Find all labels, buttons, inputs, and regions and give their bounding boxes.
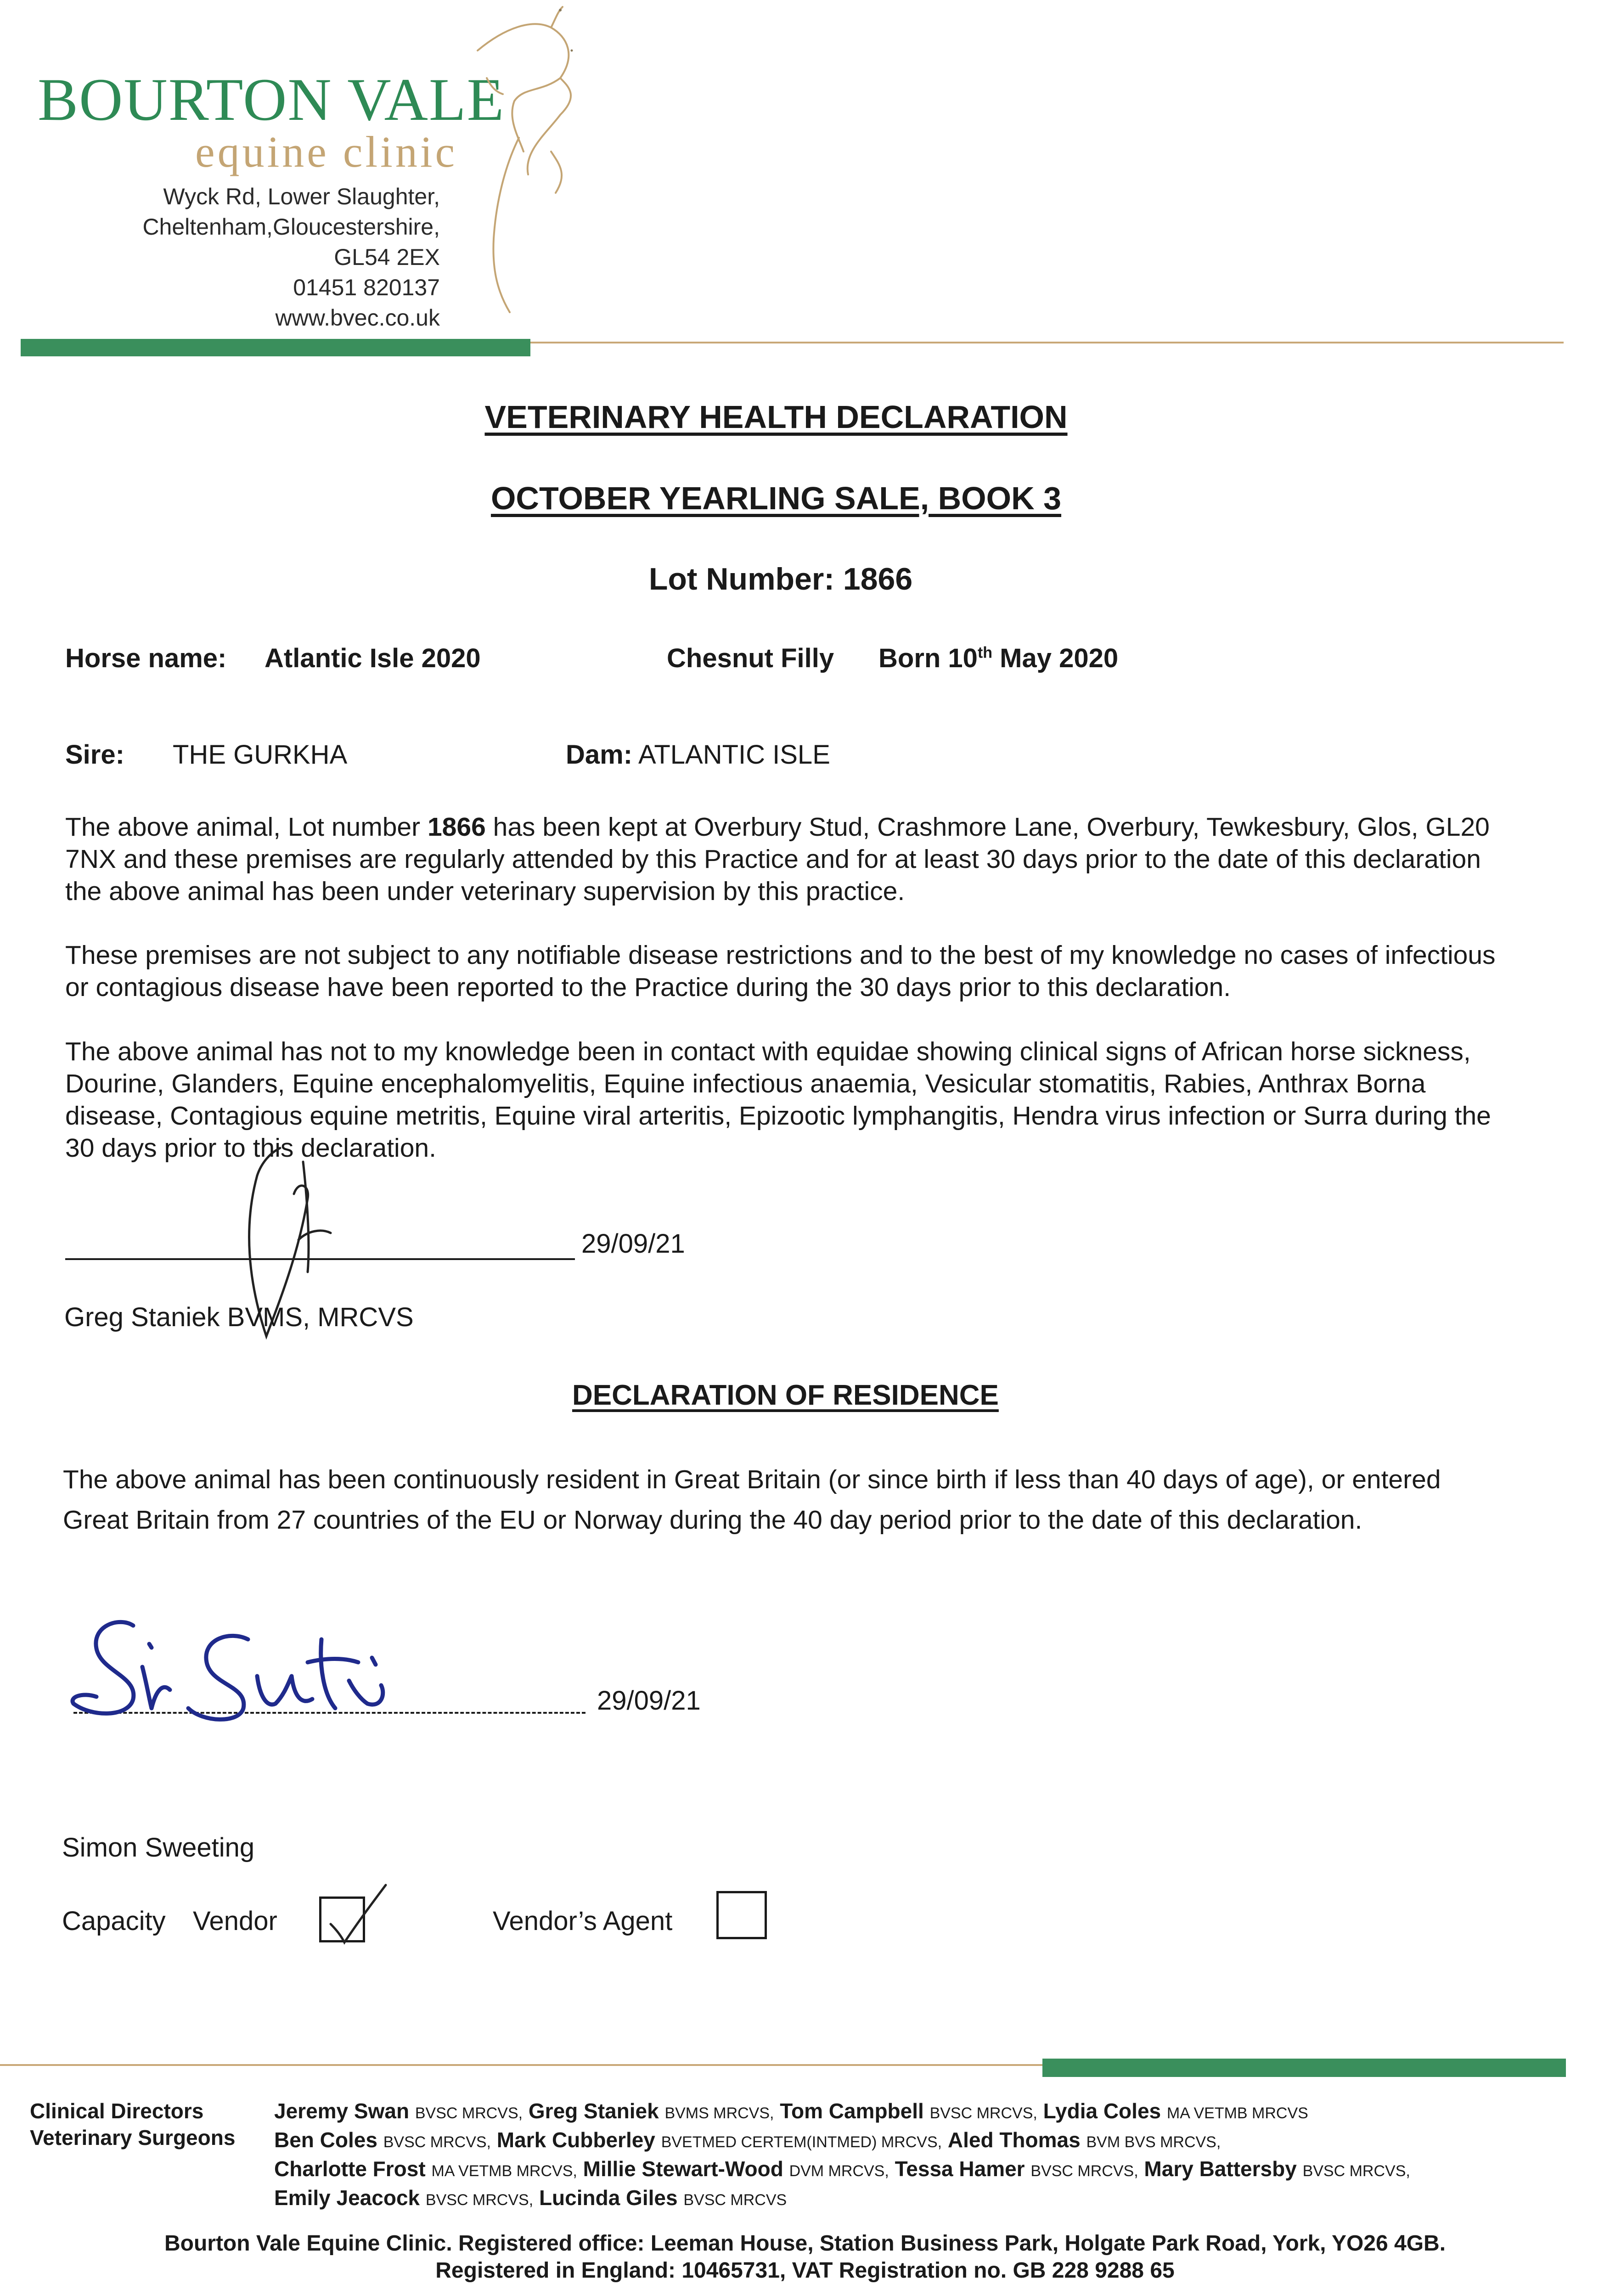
address-line: Cheltenham,Gloucestershire, bbox=[142, 214, 440, 240]
vendor-label: Vendor bbox=[193, 1906, 277, 1936]
footer-green-bar bbox=[1042, 2059, 1566, 2077]
vendor-name: Simon Sweeting bbox=[62, 1833, 255, 1863]
horse-colour-sex: Chesnut Filly bbox=[667, 643, 834, 673]
vendors-agent-checkbox[interactable] bbox=[716, 1891, 767, 1939]
header-divider bbox=[530, 342, 1564, 343]
vet-signature-date: 29/09/21 bbox=[581, 1229, 685, 1259]
dam-label: Dam: bbox=[566, 740, 633, 770]
vendor-signature-date: 29/09/21 bbox=[597, 1686, 701, 1716]
footer-labels bbox=[30, 2098, 235, 2151]
registered-office: Bourton Vale Equine Clinic. Registered office: Leeman House, Station Business Park, Holgate Park Road, York, YO26 4GB. bbox=[164, 2231, 1446, 2256]
clinic-subtitle: equine clinic bbox=[195, 127, 458, 176]
footer-divider bbox=[0, 2064, 1042, 2066]
dam-field bbox=[566, 739, 830, 770]
address-line: 01451 820137 bbox=[293, 275, 440, 300]
vet-name: Greg Staniek BVMS, MRCVS bbox=[64, 1302, 414, 1332]
surgeons-label: Veterinary Surgeons bbox=[30, 2126, 236, 2150]
declaration-paragraph-3: The above animal has not to my knowledge been in contact with equidae showing clinical signs of African horse sickness, Dourine, Glanders, Equine encephalomyelitis, Equine infectious anaemia, Vesicular stomatitis, Rabies, Anthrax Borna disease, Contagious equine metritis, Equine viral arteritis, Epizootic lymphangitis, Hendra virus infection or Surra during the 30 days prior to this declaration. bbox=[65, 1037, 1491, 1163]
horse-name-label: Horse name: bbox=[65, 643, 227, 673]
address-line: Wyck Rd, Lower Slaughter, bbox=[163, 184, 440, 209]
checkmark-icon bbox=[321, 1880, 390, 1949]
capacity-label: Capacity bbox=[62, 1906, 166, 1936]
sale-title: OCTOBER YEARLING SALE, BOOK 3 bbox=[490, 480, 1062, 516]
staff-list: Jeremy Swan BVSC MRCVS, Greg Staniek BVMS MRCVS, Tom Campbell BVSC MRCVS, Lydia Coles MA VETMB MRCVS Ben Coles BVSC MRCVS, Mark Cubberley BVETMED CERTEM(INTMED) MRCVS, Aled Thomas BVM BVS MRCVS, Charlotte Frost MA VETMB MRCVS, Millie Stewart-Wood DVM MRCVS, Tessa Hamer BVSC MRCVS, Mary Battersby BVSC MRCVS, Emily Jeacock BVSC MRCVS, Lucinda Giles BVSC MRCVS bbox=[274, 2099, 1410, 2210]
directors-label: Clinical Directors bbox=[30, 2099, 204, 2123]
dam-name: ATLANTIC ISLE bbox=[638, 740, 830, 770]
horse-head-icon bbox=[468, 0, 592, 317]
vendor-signature bbox=[64, 1598, 413, 1731]
clinic-website: www.bvec.co.uk bbox=[275, 305, 440, 331]
declaration-paragraph-1: The above animal, Lot number 1866 has been kept at Overbury Stud, Crashmore Lane, Overbury, Tewkesbury, Glos, GL20 7NX and these premises are regularly attended by this Practice and for at least 30 days prior to the date of this declaration the above animal has been under veterinary supervision by this practice. bbox=[65, 812, 1490, 906]
sire-label: Sire: bbox=[65, 740, 124, 770]
address-line: GL54 2EX bbox=[334, 244, 440, 270]
registration-numbers: Registered in England: 10465731, VAT Registration no. GB 228 9288 65 bbox=[435, 2258, 1175, 2283]
clinic-name: BOURTON VALE bbox=[38, 66, 505, 133]
residence-heading: DECLARATION OF RESIDENCE bbox=[572, 1379, 999, 1411]
clinic-address bbox=[27, 181, 440, 333]
vendors-agent-label: Vendor’s Agent bbox=[493, 1906, 673, 1936]
lot-number-line bbox=[0, 561, 1561, 597]
header-green-bar bbox=[21, 339, 530, 356]
residence-paragraph: The above animal has been continuously resident in Great Britain (or since birth if less than 40 days of age), or entered Great Britain from 27 countries of the EU or Norway during the 40 day period prior to the date of this declaration. bbox=[63, 1465, 1441, 1535]
declaration-title: VETERINARY HEALTH DECLARATION bbox=[484, 399, 1068, 435]
lot-label: Lot Number: bbox=[648, 562, 834, 597]
horse-born-date: Born 10th May 2020 bbox=[878, 643, 1119, 673]
sire-name: THE GURKHA bbox=[173, 740, 348, 770]
declaration-paragraph-2: These premises are not subject to any notifiable disease restrictions and to the best of my knowledge no cases of infectious or contagious disease have been reported to the Practice during the 30 days prior to this declaration. bbox=[65, 940, 1496, 1002]
lot-number: 1866 bbox=[843, 562, 913, 597]
horse-name: Atlantic Isle 2020 bbox=[265, 643, 481, 673]
